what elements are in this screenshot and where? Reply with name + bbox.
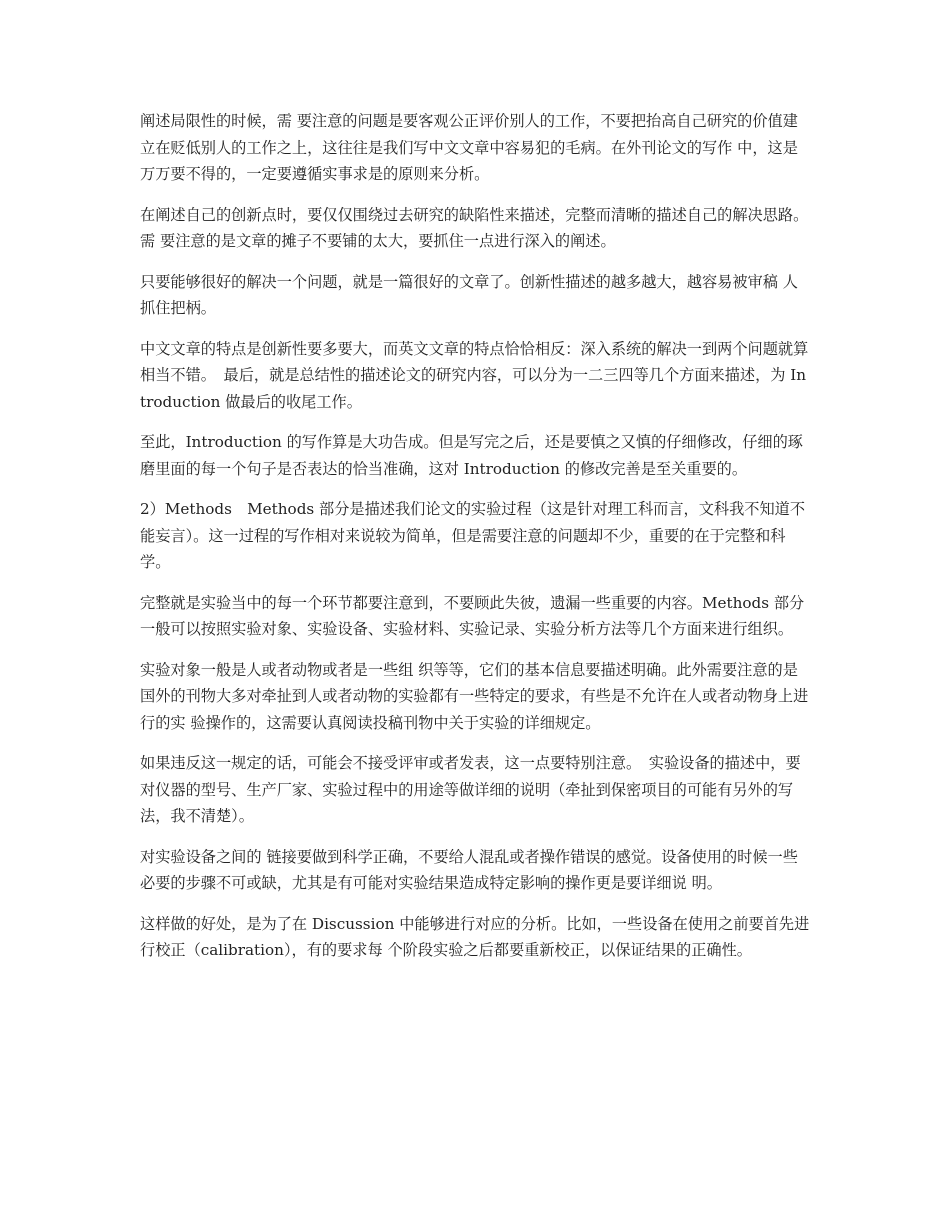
paragraph-experiment-subjects: 实验对象一般是人或者动物或者是一些组 织等等，它们的基本信息要描述明确。此外需要注意的是国外的刊物大多对牵扯到人或者动物的实验都有一些特定的要求，有些是不允许在人或者动物身上进行的实 验操作的，这需要认真阅读投稿刊物中关于实验的详细规定。 [140,660,809,732]
paragraph-innovation: 在阐述自己的创新点时，要仅仅围绕过去研究的缺陷性来描述，完整而清晰的描述自己的解决思路。需 要注意的是文章的摊子不要铺的太大，要抓住一点进行深入的阐述。 [140,205,809,250]
paragraph-completeness: 完整就是实验当中的每一个环节都要注意到，不要顾此失彼，遗漏一些重要的内容。Methods 部分一般可以按照实验对象、实验设备、实验材料、实验记录、实验分析方法等几个方面来进行组织。 [140,593,805,638]
paragraph-limitations: 阐述局限性的时候，需 要注意的问题是要客观公正评价别人的工作，不要把抬高自己研究的价值建立在贬低别人的工作之上，这往往是我们写中文文章中容易犯的毛病。在外刊论文的写作 中，这是万万要不得的，一定要遵循实事求是的原则来分析。 [140,112,798,183]
paragraph-chinese-vs-english: 中文文章的特点是创新性要多要大，而英文文章的特点恰恰相反：深入系统的解决一到两个问题就算相当不错。 最后，就是总结性的描述论文的研究内容，可以分为一二三四等几个方面来描述，为 Introduction 做最后的收尾工作。 [140,339,809,411]
paragraph-methods-heading: 2）Methods Methods 部分是描述我们论文的实验过程（这是针对理工科而言，文科我不知道不能妄言）。这一过程的写作相对来说较为简单，但是需要注意的问题却不少，重要的在于完整和科学。 [140,500,806,571]
document-body [140,108,812,978]
paragraph-calibration: 这样做的好处，是为了在 Discussion 中能够进行对应的分析。比如，一些设备在使用之前要首先进行校正（calibration），有的要求每 个阶段实验之后都要重新校正，以保证结果的正确性。 [140,914,810,959]
paragraph-single-problem: 只要能够很好的解决一个问题，就是一篇很好的文章了。创新性描述的越多越大，越容易被审稿 人抓住把柄。 [140,272,798,317]
paragraph-introduction-complete: 至此，Introduction 的写作算是大功告成。但是写完之后，还是要慎之又慎的仔细修改，仔细的琢磨里面的每一个句子是否表达的恰当准确，这对 Introduction 的修改完善是至关重要的。 [140,433,803,478]
paragraph-regulations: 如果违反这一规定的话，可能会不接受评审或者发表，这一点要特别注意。 实验设备的描述中，要对仪器的型号、生产厂家、实验过程中的用途等做详细的说明（牵扯到保密项目的可能有另外的写法，我不清楚）。 [140,754,801,825]
paragraph-equipment-links: 对实验设备之间的 链接要做到科学正确，不要给人混乱或者操作错误的感觉。设备使用的时候一些必要的步骤不可或缺，尤其是有可能对实验结果造成特定影响的操作更是要详细说 明。 [140,847,798,892]
